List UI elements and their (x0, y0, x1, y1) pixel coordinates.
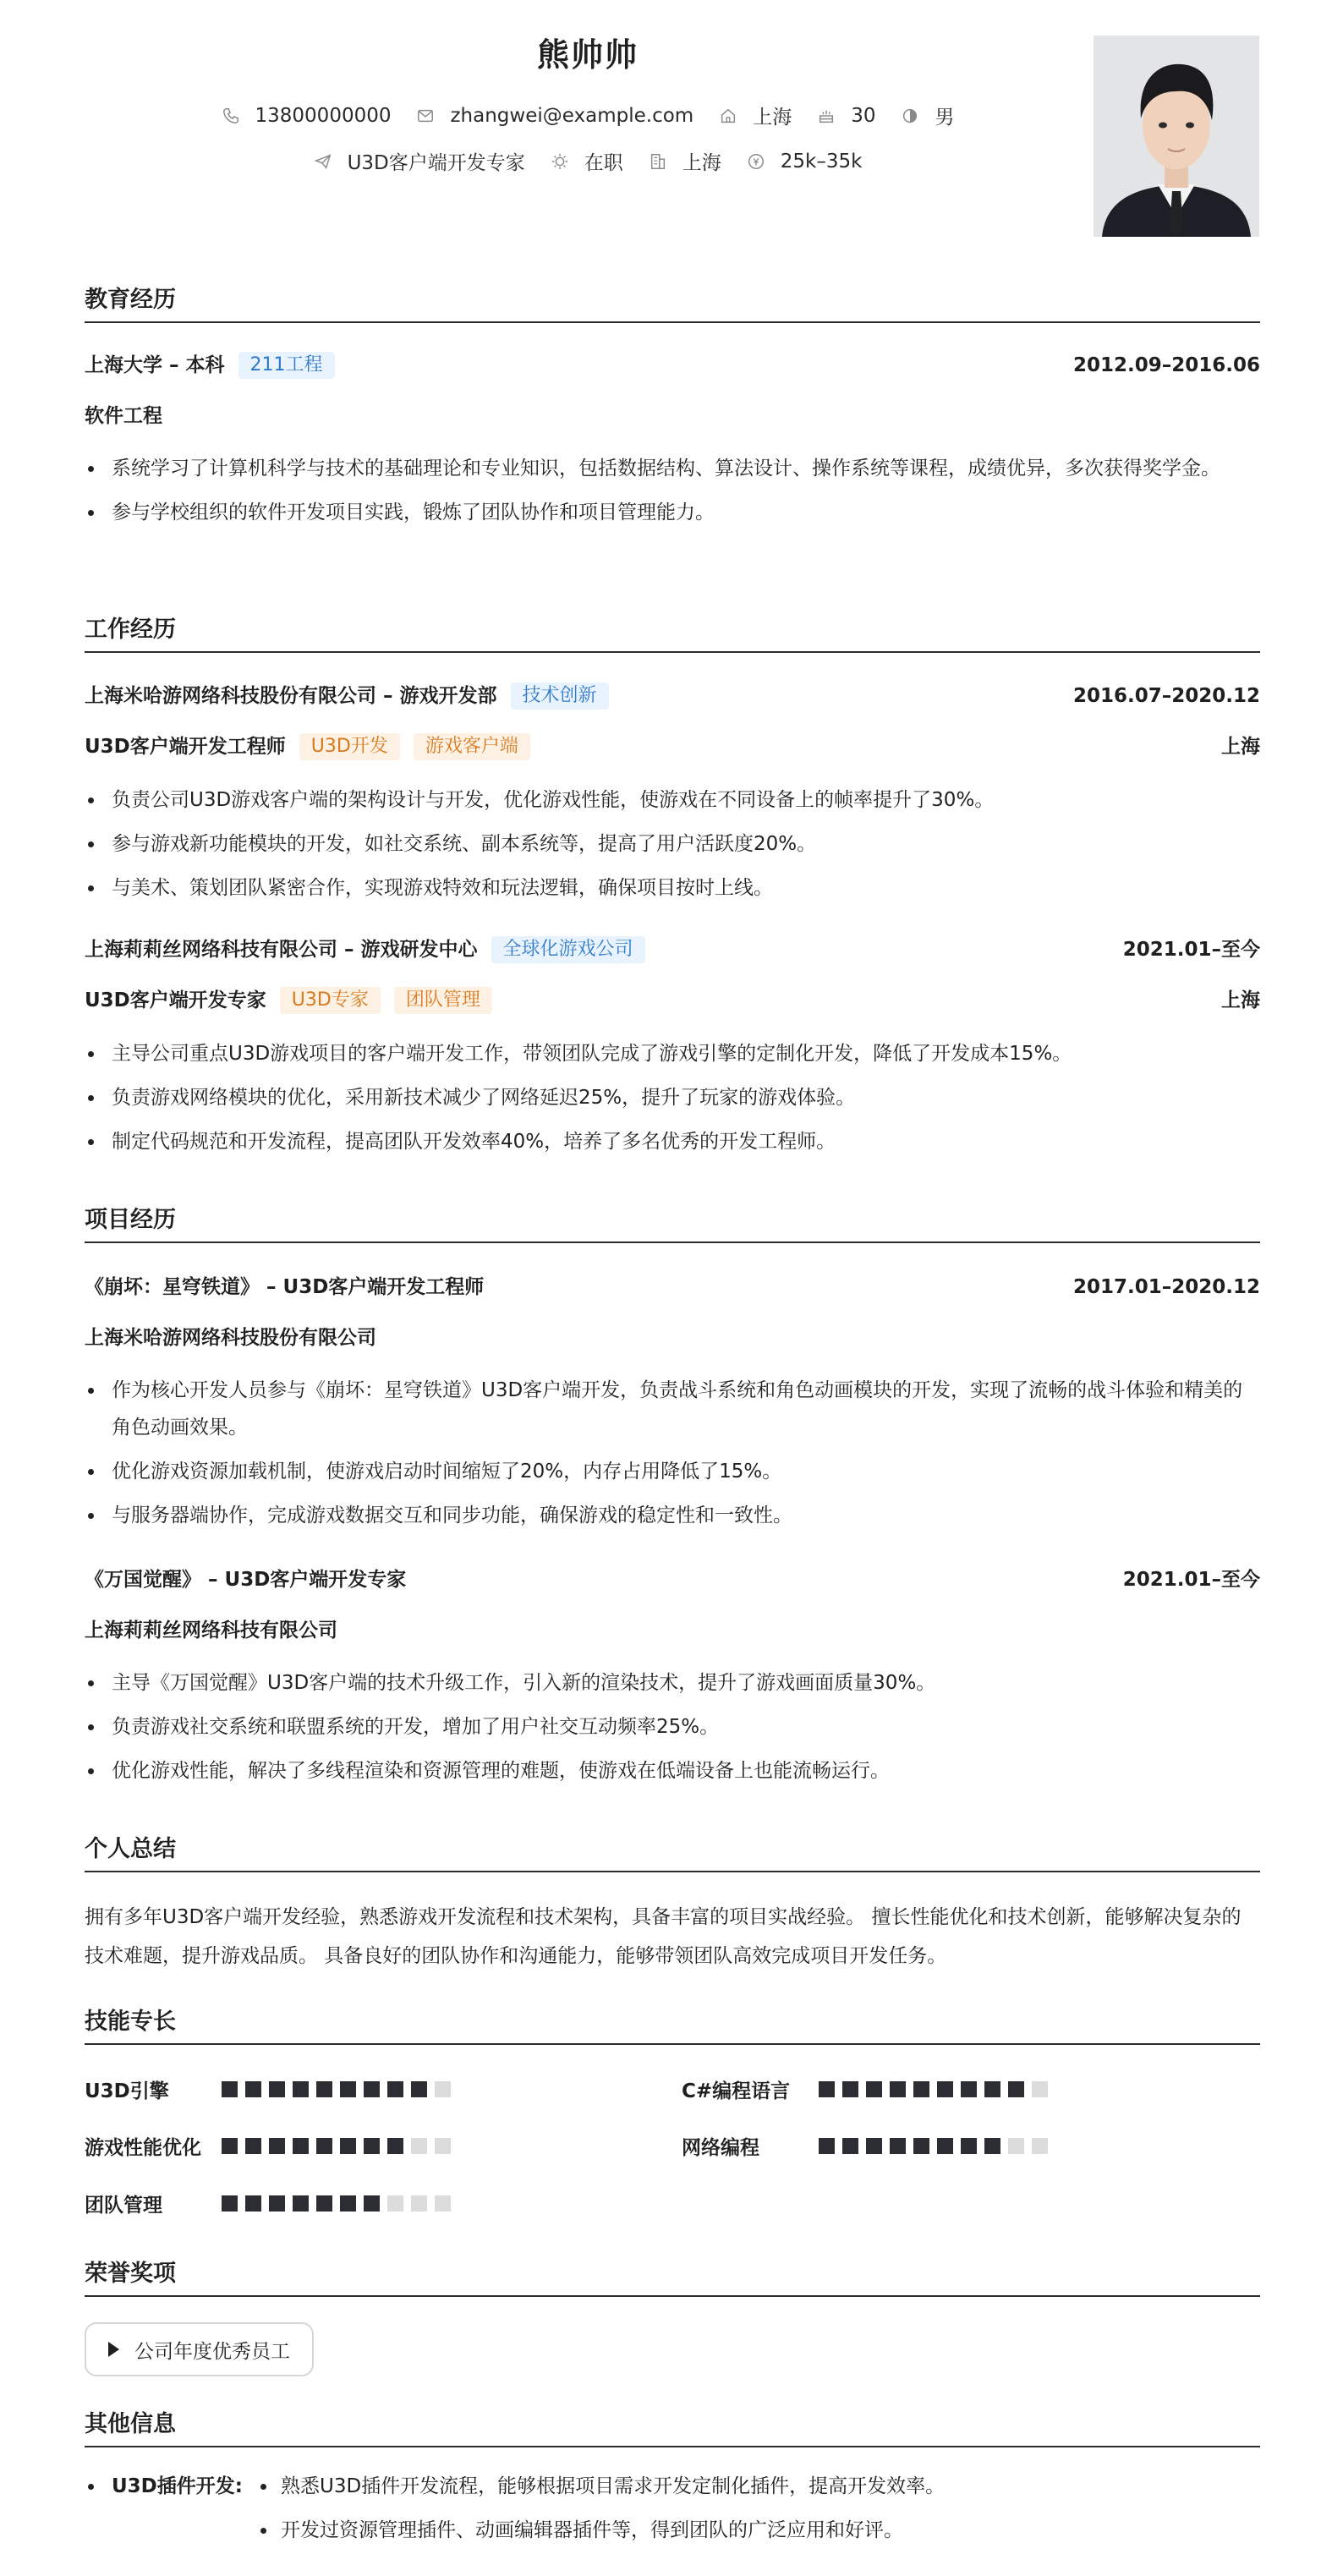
skill-dot-filled (340, 2138, 356, 2154)
job-intent-row (85, 147, 1091, 175)
job-2-location: 上海 (1221, 989, 1260, 1011)
honors-title: 荣誉奖项 (85, 2258, 1260, 2297)
city-info (719, 101, 792, 129)
bullet-dot (88, 2484, 94, 2490)
job-1-role: U3D客户端开发工程师 (85, 736, 286, 758)
skill-dot-filled (819, 2138, 835, 2154)
skill-dot-empty (435, 2138, 451, 2154)
gender-value: 男 (935, 107, 955, 129)
gender-info (901, 101, 954, 129)
skill-dot-filled (222, 2195, 238, 2212)
list-item: 与服务器端协作，完成游戏数据交互和同步功能，确保游戏的稳定性和一致性。 (85, 1497, 1260, 1534)
skill-dot-filled (913, 2138, 929, 2154)
skill-dot-filled (913, 2081, 929, 2097)
city-value: 上海 (753, 107, 792, 129)
skill-dot-empty (435, 2195, 451, 2212)
job-2-role: U3D客户端开发专家 (85, 989, 266, 1011)
project-2-bullets (85, 1664, 1260, 1796)
salary-info (747, 151, 863, 173)
work-title: 工作经历 (85, 614, 1260, 653)
profile-photo (1094, 36, 1259, 237)
skill-dot-filled (293, 2081, 309, 2097)
list-item: 优化游戏资源加载机制，使游戏启动时间缩短了20%，内存占用降低了15%。 (85, 1453, 1260, 1490)
education-major: 软件工程 (85, 405, 162, 427)
skill-dot-filled (316, 2138, 332, 2154)
candidate-name: 熊帅帅 (536, 36, 639, 74)
target-city-info (649, 147, 721, 175)
skill-dot-filled (890, 2081, 906, 2097)
skill-dot-filled (890, 2138, 906, 2154)
status-info (551, 147, 623, 175)
skill-dot-filled (293, 2138, 309, 2154)
education-period: 2012.09–2016.06 (1072, 354, 1260, 376)
project-2-header-row (85, 1565, 1260, 1595)
skill-dot-filled (984, 2138, 1000, 2154)
mail-icon (416, 107, 435, 125)
skill-dot-empty (387, 2195, 403, 2212)
skill-dot-filled (340, 2195, 356, 2212)
list-item: 负责游戏网络模块的优化，采用新技术减少了网络延迟25%，提升了玩家的游戏体验。 (85, 1079, 1260, 1116)
skill-dot-empty (411, 2138, 427, 2154)
job-title-value: U3D客户端开发专家 (347, 152, 525, 174)
skill-dot-empty (1008, 2138, 1024, 2154)
skill-level-bar (819, 2138, 1055, 2154)
list-item: 参与学校组织的软件开发项目实践，锻炼了团队协作和项目管理能力。 (85, 494, 1260, 531)
job-1-role-row (85, 732, 1260, 762)
skill-dot-filled (269, 2081, 285, 2097)
skills-section (85, 2006, 1260, 2045)
skill-dot-filled (842, 2138, 858, 2154)
list-item: 参与游戏新功能模块的开发，如社交系统、副本系统等，提高了用户活跃度20%。 (85, 825, 1260, 863)
job-title-info (314, 147, 525, 175)
list-item: 优化游戏性能，解决了多线程渲染和资源管理的难题，使游戏在低端设备上也能流畅运行。 (85, 1752, 1260, 1789)
building-icon (649, 152, 667, 171)
other-info-item (85, 2468, 1260, 2505)
skill-dot-empty (1032, 2081, 1048, 2097)
job-1-location: 上海 (1221, 736, 1260, 758)
school-tag: 211工程 (238, 352, 335, 379)
skill-level-bar (222, 2081, 458, 2097)
resume-header (85, 0, 1260, 254)
list-item: 制定代码规范和开发流程，提高团队开发效率40%，培养了多名优秀的开发工程师。 (85, 1123, 1260, 1160)
honors-section (85, 2258, 1260, 2297)
honor-item-button[interactable] (85, 2322, 314, 2376)
skill-dot-filled (222, 2081, 238, 2097)
bullet-dot (260, 2484, 266, 2490)
skill-dot-filled (842, 2081, 858, 2097)
list-item: 主导《万国觉醒》U3D客户端的技术升级工作，引入新的渲染技术，提升了游戏画面质量30%。 (85, 1664, 1260, 1702)
skill-dot-filled (866, 2138, 882, 2154)
job-1-role-tag: 游戏客户端 (414, 733, 530, 760)
job-2-period: 2021.01–至今 (1122, 939, 1260, 961)
education-header-row (85, 350, 1260, 381)
list-item: 系统学习了计算机科学与技术的基础理论和专业知识，包括数据结构、算法设计、操作系统等课程，成绩优异，多次获得奖学金。 (85, 450, 1260, 487)
skill-item (682, 2074, 1055, 2104)
sun-icon (551, 152, 569, 171)
skill-item (85, 2074, 458, 2104)
job-1-header-row (85, 681, 1260, 711)
skill-level-bar (819, 2081, 1055, 2097)
skill-dot-filled (364, 2195, 380, 2212)
summary-section (85, 1833, 1260, 1872)
project-2-company: 上海莉莉丝网络科技有限公司 (85, 1620, 337, 1642)
skill-dot-filled (937, 2081, 953, 2097)
target-city-value: 上海 (682, 152, 721, 174)
gender-icon (901, 107, 919, 125)
skill-dot-filled (245, 2138, 261, 2154)
send-icon (314, 152, 332, 171)
play-icon (108, 2342, 119, 2357)
job-1-role-tag: U3D开发 (299, 733, 400, 760)
skill-dot-filled (245, 2195, 261, 2212)
job-1-company: 上海米哈游网络科技股份有限公司 – 游戏开发部 (85, 685, 497, 707)
skill-name: C#编程语言 (682, 2080, 791, 2102)
school-name: 上海大学 – 本科 (85, 354, 225, 376)
summary-text: 拥有多年U3D客户端开发经验，熟悉游戏开发流程和技术架构，具备丰富的项目实战经验。 擅长性能优化和技术创新，能够解决复杂的技术难题，提升游戏品质。 具备良好的团队协作和沟通能力，能够带领团队高效完成项目开发任务。 (85, 1906, 1242, 1967)
list-item: 与美术、策划团队紧密合作，实现游戏特效和玩法逻辑，确保项目按时上线。 (85, 869, 1260, 907)
project-1-bullets (85, 1372, 1260, 1541)
skill-dot-filled (316, 2195, 332, 2212)
skill-dot-filled (293, 2195, 309, 2212)
summary-title: 个人总结 (85, 1833, 1260, 1872)
phone-number: 13800000000 (255, 104, 392, 127)
skill-dot-filled (937, 2138, 953, 2154)
email-info (416, 105, 693, 127)
skill-dot-filled (866, 2081, 882, 2097)
resume-page (85, 0, 1260, 2541)
job-2-bullets (85, 1035, 1260, 1167)
education-bullets (85, 450, 1260, 538)
work-section (85, 614, 1260, 653)
job-2-company: 上海莉莉丝网络科技有限公司 – 游戏研发中心 (85, 939, 478, 961)
project-1-period: 2017.01–2020.12 (1072, 1276, 1260, 1298)
project-1-company: 上海米哈游网络科技股份有限公司 (85, 1327, 376, 1349)
other-info-label: U3D插件开发: (112, 2475, 243, 2497)
other-title: 其他信息 (85, 2409, 1260, 2447)
skill-item (85, 2130, 458, 2161)
list-item: 主导公司重点U3D游戏项目的客户端开发工作，带领团队完成了游戏引擎的定制化开发，降低了开发成本15%。 (85, 1035, 1260, 1072)
skill-dot-filled (340, 2081, 356, 2097)
skill-dot-filled (269, 2195, 285, 2212)
job-2-company-tag: 全球化游戏公司 (491, 936, 645, 963)
skill-dot-filled (364, 2138, 380, 2154)
skill-level-bar (222, 2195, 458, 2212)
skill-dot-empty (435, 2081, 451, 2097)
other-info-item (85, 2512, 1260, 2549)
skill-dot-filled (387, 2138, 403, 2154)
list-item: 负责公司U3D游戏客户端的架构设计与开发，优化游戏性能，使游戏在不同设备上的帧率提升了30%。 (85, 781, 1260, 819)
other-info-row (85, 2468, 1260, 2549)
education-section (85, 284, 1260, 323)
honor-label: 公司年度优秀员工 (134, 2340, 290, 2363)
job-1-period: 2016.07–2020.12 (1072, 685, 1260, 707)
skill-name: 网络编程 (682, 2136, 759, 2159)
project-1-name: 《崩坏：星穹铁道》 – U3D客户端开发工程师 (85, 1276, 485, 1298)
skill-dot-filled (961, 2081, 977, 2097)
skill-dot-filled (316, 2081, 332, 2097)
bullet-dot (260, 2528, 266, 2534)
age-info (817, 105, 875, 127)
skill-name: 团队管理 (85, 2194, 162, 2217)
job-1-company-tag: 技术创新 (511, 682, 609, 710)
job-2-role-tag: U3D专家 (280, 987, 381, 1014)
job-1-bullets (85, 781, 1260, 913)
skill-dot-empty (1032, 2138, 1048, 2154)
list-item: 负责游戏社交系统和联盟系统的开发，增加了用户社交互动频率25%。 (85, 1708, 1260, 1746)
skill-dot-filled (364, 2081, 380, 2097)
coin-icon (747, 152, 765, 171)
status-value: 在职 (584, 152, 623, 174)
projects-section (85, 1204, 1260, 1243)
skill-level-bar (222, 2138, 458, 2154)
age-value: 30 (851, 104, 876, 127)
skill-name: 游戏性能优化 (85, 2136, 201, 2159)
skill-dot-filled (411, 2081, 427, 2097)
skills-title: 技能专长 (85, 2006, 1260, 2045)
home-icon (719, 107, 737, 125)
projects-title: 项目经历 (85, 1204, 1260, 1243)
project-2-name: 《万国觉醒》 – U3D客户端开发专家 (85, 1569, 407, 1591)
skill-dot-filled (245, 2081, 261, 2097)
other-section (85, 2409, 1260, 2447)
skill-dot-filled (984, 2081, 1000, 2097)
skill-name: U3D引擎 (85, 2080, 169, 2102)
skill-item (682, 2130, 1055, 2161)
skill-dot-filled (269, 2138, 285, 2154)
phone-icon (222, 107, 240, 125)
job-2-header-row (85, 934, 1260, 965)
cake-icon (817, 107, 836, 125)
project-2-period: 2021.01–至今 (1122, 1569, 1260, 1591)
phone-info (222, 105, 392, 127)
list-item: 作为核心开发人员参与《崩坏：星穹铁道》U3D客户端开发，负责战斗系统和角色动画模块的开发，实现了流畅的战斗体验和精美的角色动画效果。 (85, 1372, 1260, 1446)
other-info-line: 熟悉U3D插件开发流程，能够根据项目需求开发定制化插件，提高开发效率。 (281, 2475, 946, 2497)
contact-row (85, 101, 1091, 129)
other-info-line: 开发过资源管理插件、动画编辑器插件等，得到团队的广泛应用和好评。 (281, 2519, 903, 2541)
email-address: zhangwei@example.com (450, 104, 694, 127)
skill-dot-filled (1008, 2081, 1024, 2097)
skill-dot-filled (961, 2138, 977, 2154)
job-2-role-row (85, 985, 1260, 1016)
skill-item (85, 2188, 458, 2218)
skill-dot-filled (819, 2081, 835, 2097)
skill-dot-filled (387, 2081, 403, 2097)
job-2-role-tag: 团队管理 (394, 987, 492, 1014)
skill-dot-empty (411, 2195, 427, 2212)
education-title: 教育经历 (85, 284, 1260, 323)
project-1-header-row (85, 1272, 1260, 1302)
salary-value: 25k–35k (780, 150, 863, 173)
skill-dot-filled (222, 2138, 238, 2154)
